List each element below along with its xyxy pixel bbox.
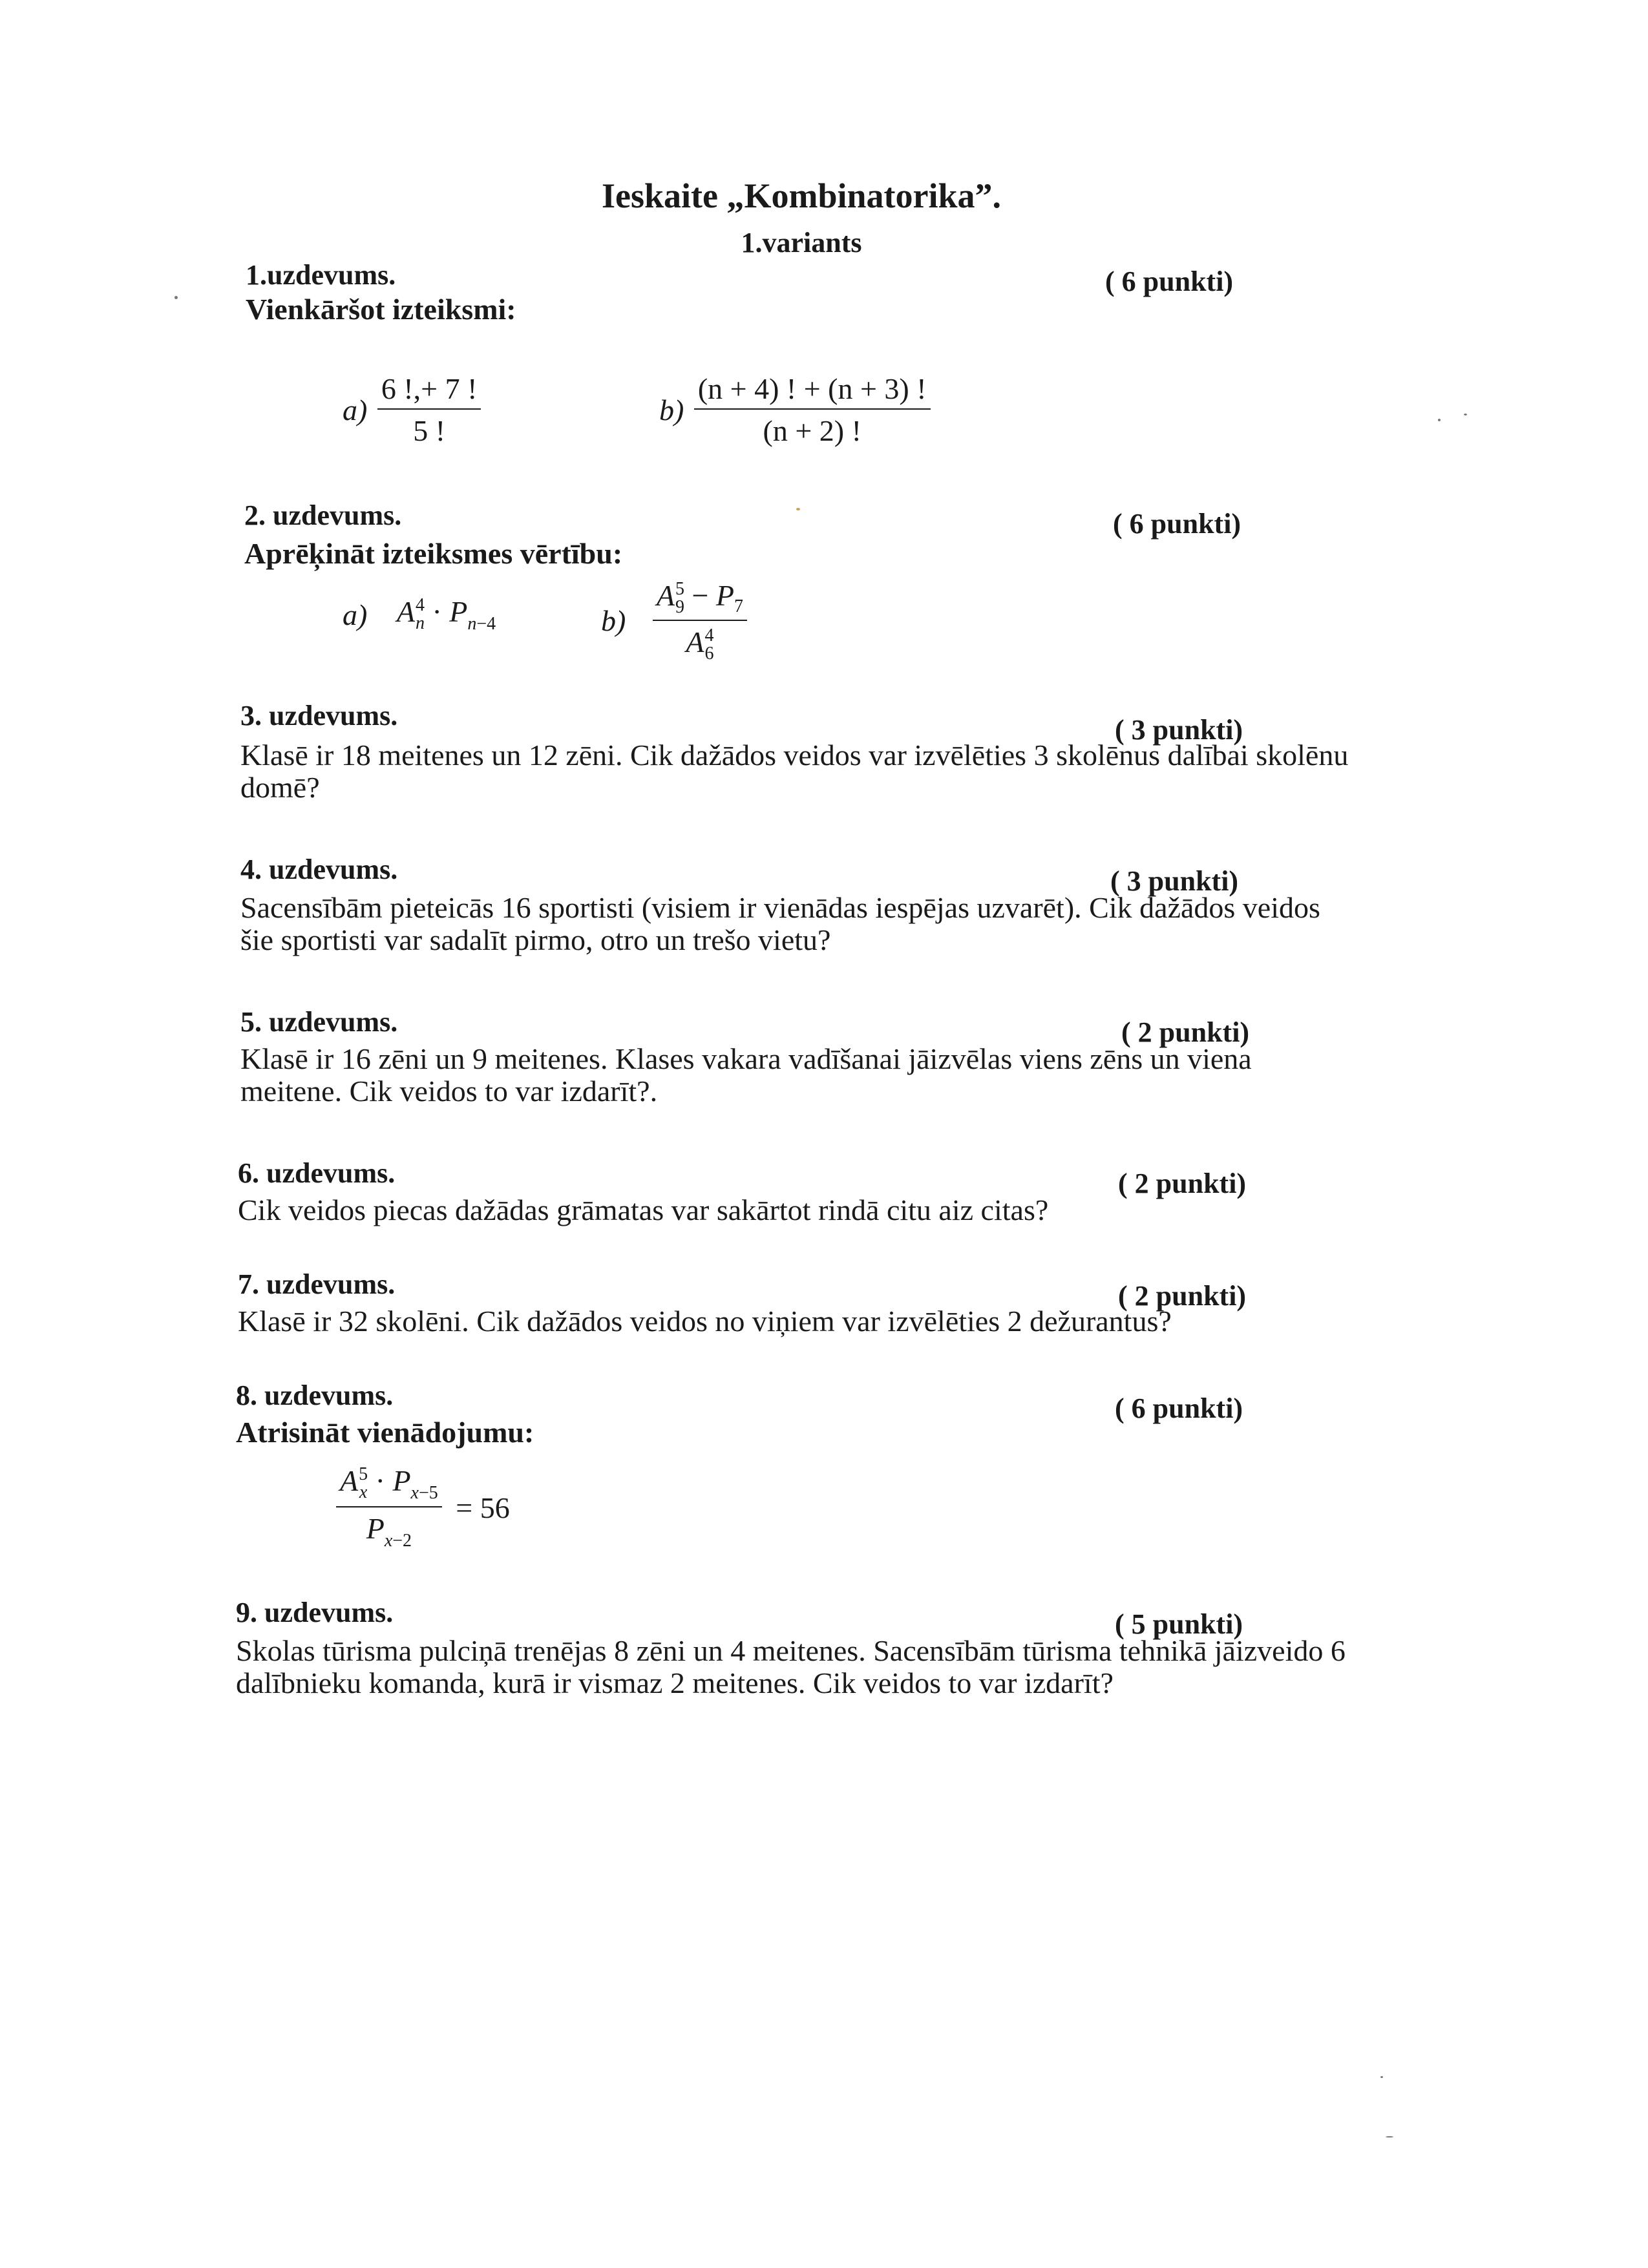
task-1-a-denominator: 5 ! bbox=[413, 414, 446, 447]
task-2-expression-b bbox=[601, 578, 747, 663]
task-1-a-numerator: 6 !,+ 7 ! bbox=[377, 372, 481, 410]
task-1-b-label: b) bbox=[659, 393, 684, 426]
task-5-heading: 5. uzdevums. bbox=[240, 1006, 398, 1038]
task-2-a-label: a) bbox=[343, 598, 368, 631]
task-8-instruction: Atrisināt vienādojumu: bbox=[236, 1416, 534, 1449]
task-8-points: ( 6 punkti) bbox=[1115, 1392, 1243, 1424]
scan-speck bbox=[1386, 2136, 1393, 2137]
task-6-points: ( 2 punkti) bbox=[1118, 1168, 1247, 1199]
scan-speck bbox=[174, 296, 178, 299]
task-1-expression-a bbox=[343, 372, 481, 448]
task-9-heading: 9. uzdevums. bbox=[236, 1597, 394, 1628]
task-7-text: Klasē ir 32 skolēni. Cik dažādos veidos no viņiem var izvēlēties 2 dežurantus? bbox=[238, 1305, 1172, 1338]
task-2-points: ( 6 punkti) bbox=[1113, 508, 1241, 540]
task-3-heading: 3. uzdevums. bbox=[240, 700, 398, 731]
task-1-instruction: Vienkāršot izteiksmi: bbox=[246, 293, 516, 326]
scan-speck bbox=[1438, 419, 1441, 421]
task-1-expression-b bbox=[659, 372, 931, 448]
scan-speck bbox=[1380, 2076, 1383, 2078]
task-2-expression-a: a) A 4 n · $P_{n-4}$ bbox=[343, 595, 496, 634]
task-7-points: ( 2 punkti) bbox=[1118, 1280, 1247, 1312]
task-2-heading: 2. uzdevums. bbox=[244, 499, 402, 531]
task-1-points: ( 6 punkti) bbox=[1105, 266, 1234, 297]
task-1-heading: 1.uzdevums. bbox=[246, 259, 396, 291]
task-4-heading: 4. uzdevums. bbox=[240, 854, 398, 885]
task-6-text: Cik veidos piecas dažādas grāmatas var sakārtot rindā citu aiz citas? bbox=[238, 1193, 1049, 1226]
task-1-b-fraction bbox=[694, 372, 931, 448]
variant-label: 1.variants bbox=[741, 227, 862, 258]
task-9-text: Skolas tūrisma pulciņā trenējas 8 zēni un 4 meitenes. Sacensībām tūrisma tehnikā jāizveido 6 dalībnieku komanda, kurā ir vismaz 2 meitenes. Cik veidos to var izdarīt? bbox=[236, 1634, 1346, 1699]
task-2-instruction: Aprēķināt izteiksmes vērtību: bbox=[244, 537, 623, 570]
task-3-points: ( 3 punkti) bbox=[1115, 714, 1243, 746]
task-1-b-numerator: (n + 4) ! + (n + 3) ! bbox=[694, 372, 931, 410]
task-4-text: Sacensībām pieteicās 16 sportisti (visiem ir vienādas iespējas uzvarēt). Cik dažādos veidos šie sportisti var sadalīt pirmo, otro un trešo vietu? bbox=[240, 891, 1320, 956]
task-6-heading: 6. uzdevums. bbox=[238, 1157, 396, 1189]
task-8-rhs: = 56 bbox=[456, 1491, 510, 1524]
task-9-points: ( 5 punkti) bbox=[1115, 1608, 1243, 1640]
task-4-points: ( 3 punkti) bbox=[1110, 865, 1239, 897]
task-3-text: Klasē ir 18 meitenes un 12 zēni. Cik dažādos veidos var izvēlēties 3 skolēnus dalībai skolēnu domē? bbox=[240, 739, 1349, 804]
task-5-text: Klasē ir 16 zēni un 9 meitenes. Klases vakara vadīšanai jāizvēlas viens zēns un viena meitene. Cik veidos to var izdarīt?. bbox=[240, 1042, 1252, 1108]
task-2-b-label: b) bbox=[601, 604, 626, 638]
task-7-heading: 7. uzdevums. bbox=[238, 1268, 396, 1300]
task-8-fraction: A 5 x · $P_{x-5}$ $P_{x-2}$ bbox=[336, 1464, 442, 1551]
task-1-a-label: a) bbox=[343, 393, 368, 426]
task-2-b-fraction: A 5 9 − $P_7$ A 4 6 bbox=[653, 578, 747, 663]
task-1-b-denominator: (n + 2) ! bbox=[763, 414, 861, 447]
task-5-points: ( 2 punkti) bbox=[1121, 1016, 1250, 1048]
task-8-heading: 8. uzdevums. bbox=[236, 1380, 394, 1411]
scan-speck bbox=[796, 508, 800, 510]
task-8-equation bbox=[336, 1464, 510, 1551]
page-title: Ieskaite „Kombinatorika”. bbox=[601, 176, 1002, 215]
task-1-a-fraction bbox=[377, 372, 481, 448]
scan-speck bbox=[1464, 414, 1467, 415]
